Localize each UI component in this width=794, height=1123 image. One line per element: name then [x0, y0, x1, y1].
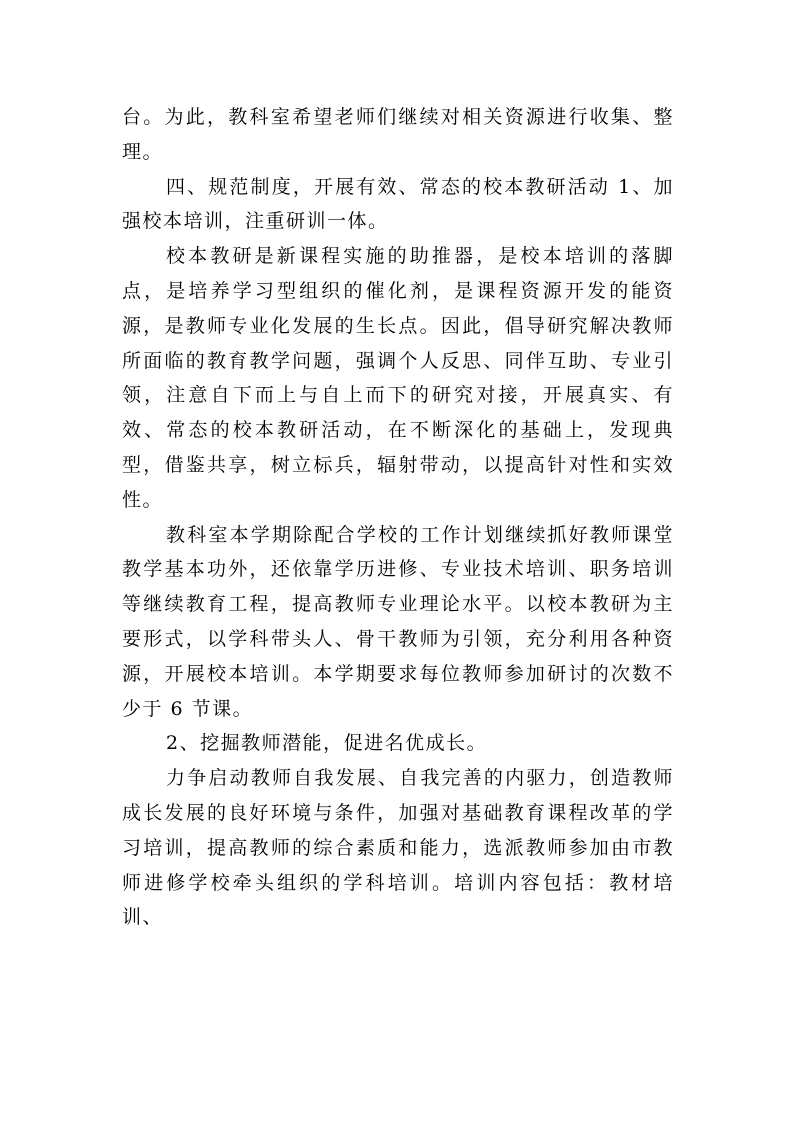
paragraph-continuation: 台。为此，教科室希望老师们继续对相关资源进行收集、整理。 — [122, 106, 674, 163]
document-body — [122, 100, 674, 935]
paragraph-research-office-plan: 教科室本学期除配合学校的工作计划继续抓好教师课堂教学基本功外，还依靠学历进修、专业技术培训、职务培训等继续教育工程，提高教师专业理论水平。以校本教研为主要形式，以学科带头人、骨干教师为引领，充分利用各种资源，开展校本培训。本学期要求每位教师参加研讨的次数不少于 6 节课。 — [122, 523, 674, 720]
paragraph-teacher-development: 力争启动教师自我发展、自我完善的内驱力，创造教师成长发展的良好环境与条件，加强对基础教育课程改革的学习培训，提高教师的综合素质和能力，选派教师参加由市教师进修学校牵头组织的学科培训。培训内容包括：教材培训、 — [122, 767, 674, 929]
paragraph-section-heading: 四、规范制度，开展有效、常态的校本教研活动 1、加强校本培训，注重研训一体。 — [122, 175, 674, 233]
paragraph-school-research: 校本教研是新课程实施的助推器，是校本培训的落脚点，是培养学习型组织的催化剂，是课程资源开发的能资源，是教师专业化发展的生长点。因此，倡导研究解决教师所面临的教育教学问题，强调个人反思、同伴互助、专业引领，注意自下而上与自上而下的研究对接，开展真实、有效、常态的校本教研活动，在不断深化的基础上，发现典型，借鉴共享，树立标兵，辐射带动，以提高针对性和实效性。 — [122, 245, 674, 511]
paragraph-subheading-potential: 2、挖掘教师潜能，促进名优成长。 — [166, 732, 488, 755]
